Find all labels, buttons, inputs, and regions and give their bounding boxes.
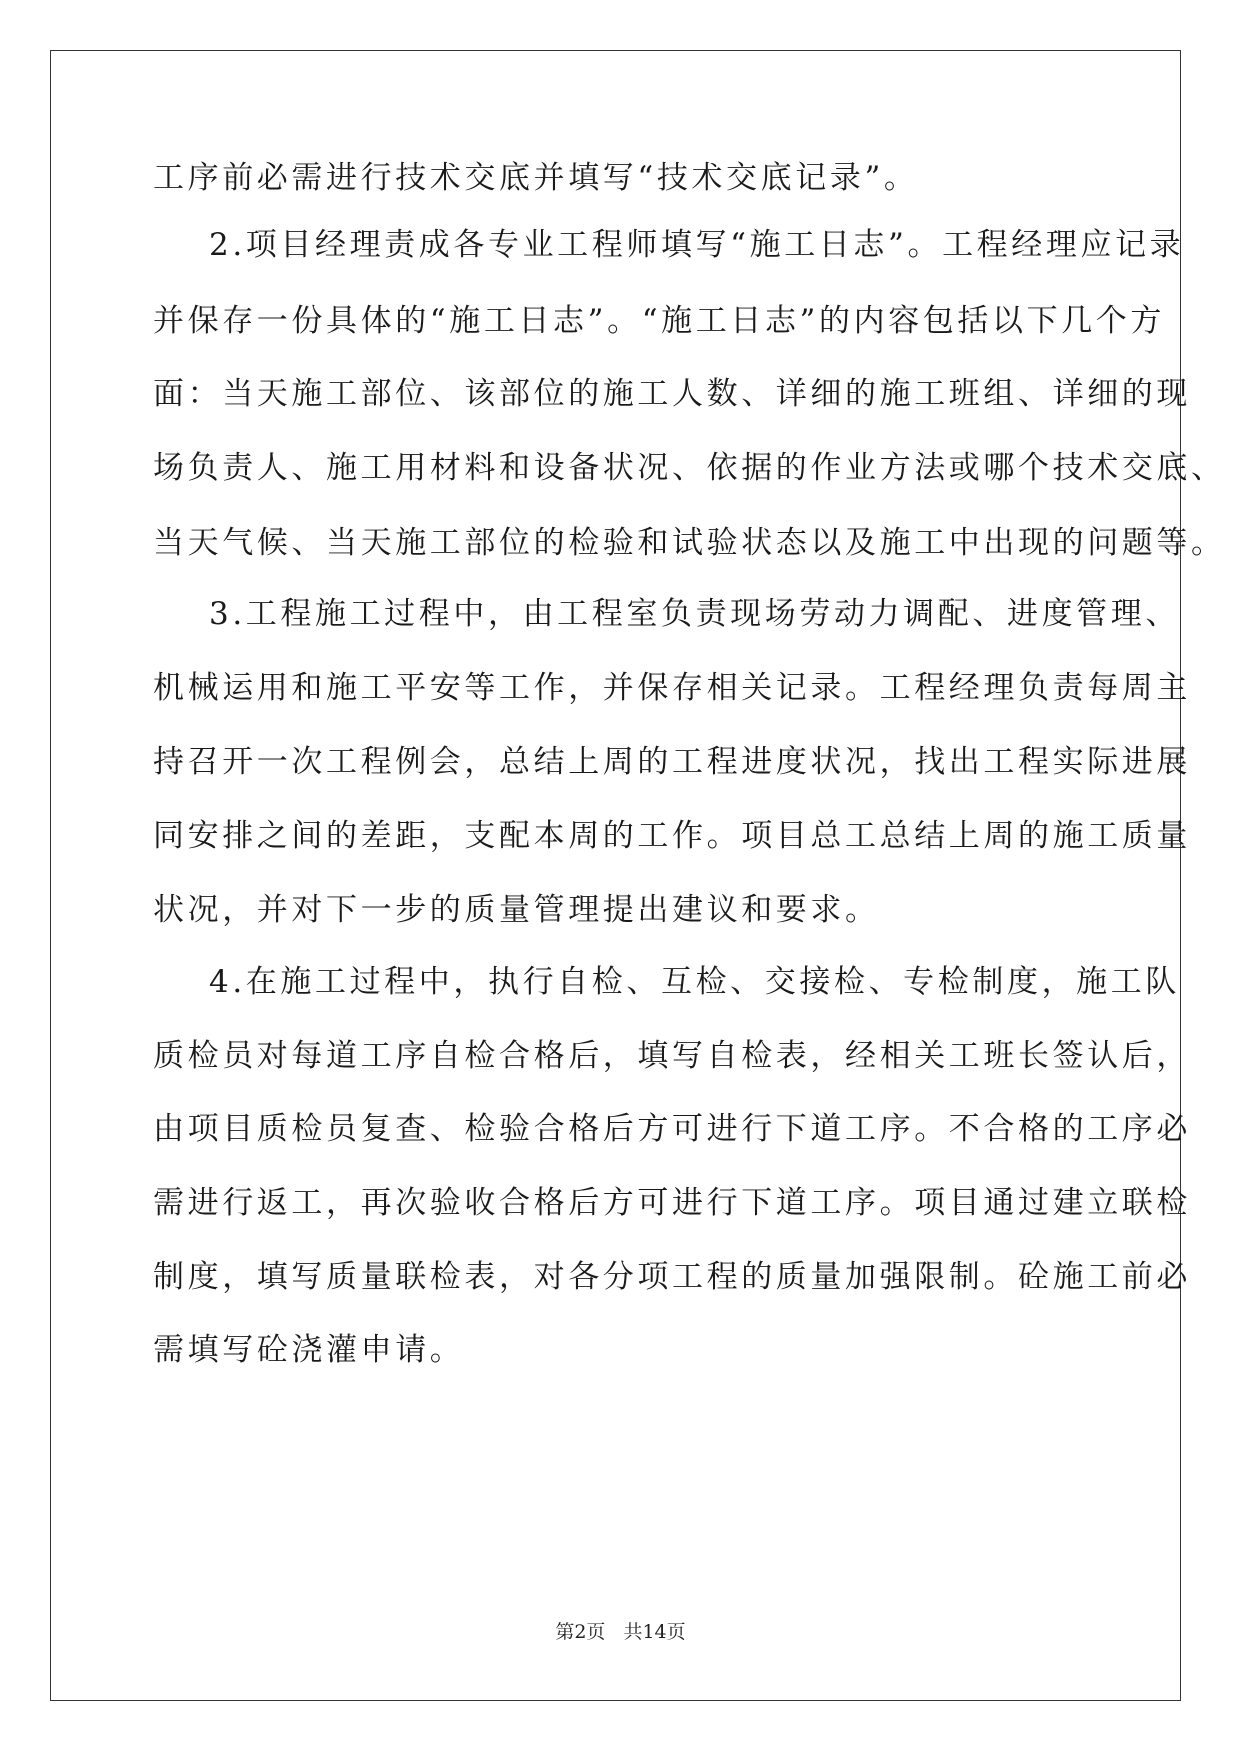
page-number: 第2页 xyxy=(555,1621,606,1643)
text-line: 持召开一次工程例会，总结上周的工程进度状况，找出工程实际进展 xyxy=(153,744,1191,780)
text-line: 并保存一份具体的“施工日志”。“施工日志”的内容包括以下几个方 xyxy=(153,303,1165,339)
text-line: 场负责人、施工用材料和设备状况、依据的作业方法或哪个技术交底、 xyxy=(153,450,1226,486)
text-line: 需填写砼浇灌申请。 xyxy=(153,1332,465,1368)
text-line: 3.工程施工过程中，由工程室负责现场劳动力调配、进度管理、 xyxy=(209,596,1180,632)
text-line: 需进行返工，再次验收合格后方可进行下道工序。项目通过建立联检 xyxy=(153,1185,1191,1221)
text-line: 制度，填写质量联检表，对各分项工程的质量加强限制。砼施工前必 xyxy=(153,1259,1191,1295)
page-total: 共14页 xyxy=(623,1621,686,1643)
text-line: 同安排之间的差距，支配本周的工作。项目总工总结上周的施工质量 xyxy=(153,818,1191,854)
text-line: 面：当天施工部位、该部位的施工人数、详细的施工班组、详细的现 xyxy=(153,376,1191,412)
text-line: 机械运用和施工平安等工作，并保存相关记录。工程经理负责每周主 xyxy=(153,670,1191,706)
text-line: 由项目质检员复查、检验合格后方可进行下道工序。不合格的工序必 xyxy=(153,1111,1191,1147)
text-line: 2.项目经理责成各专业工程师填写“施工日志”。工程经理应记录 xyxy=(209,227,1185,263)
text-line: 当天气候、当天施工部位的检验和试验状态以及施工中出现的问题等。 xyxy=(153,525,1226,561)
text-line: 4.在施工过程中，执行自检、互检、交接检、专检制度，施工队 xyxy=(209,964,1180,1000)
page-footer xyxy=(0,1617,1241,1644)
text-line: 质检员对每道工序自检合格后，填写自检表，经相关工班长签认后， xyxy=(153,1038,1191,1074)
text-line: 工序前必需进行技术交底并填写“技术交底记录”。 xyxy=(153,160,919,196)
text-line: 状况，并对下一步的质量管理提出建议和要求。 xyxy=(153,892,880,928)
page-border xyxy=(50,50,1181,1701)
